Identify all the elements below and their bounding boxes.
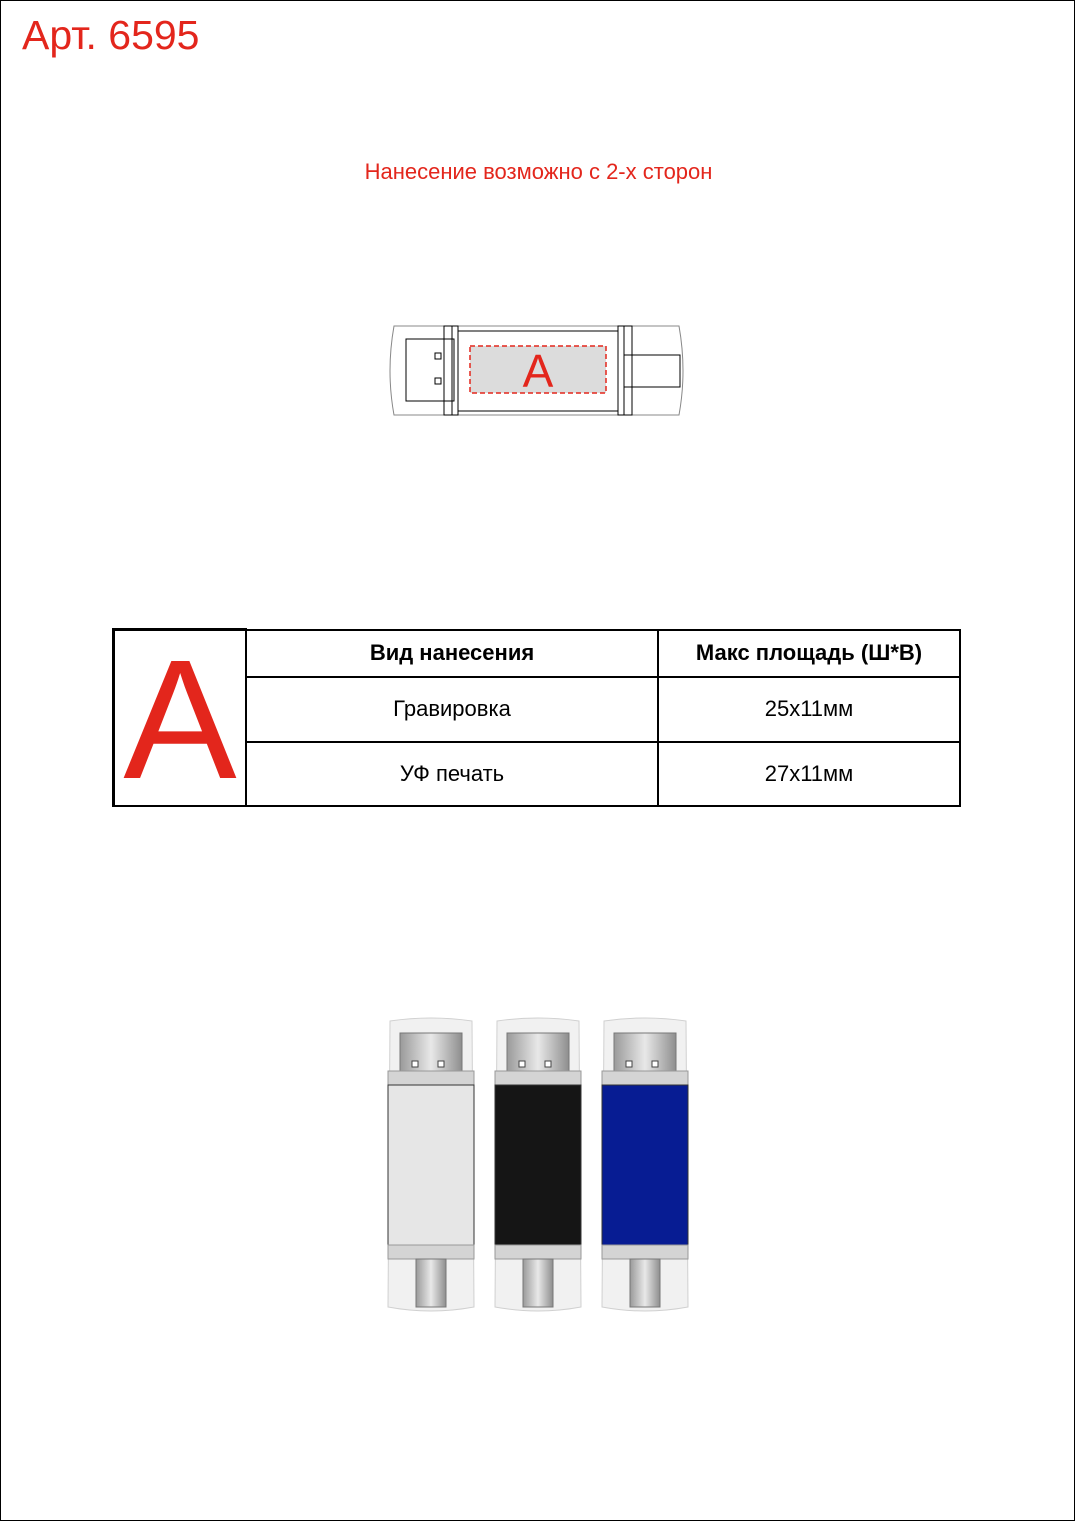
drive-variant [602, 1018, 688, 1311]
header-print-type: Вид нанесения [246, 630, 658, 678]
max-area-cell: 27x11мм [658, 742, 960, 806]
header-max-area: Макс площадь (Ш*В) [658, 630, 960, 678]
color-variants [384, 1015, 694, 1317]
usb-drive-diagram [384, 323, 694, 423]
zone-letter-cell [114, 625, 247, 815]
print-spec-table [112, 625, 961, 815]
drive-variant [495, 1018, 581, 1311]
article-title: Арт. 6595 [22, 12, 200, 58]
print-type-cell: Гравировка [246, 677, 658, 741]
drive-variant [388, 1018, 474, 1311]
zone-letter: A [123, 625, 237, 815]
micro-usb-connector [632, 355, 680, 387]
usb-connector [406, 339, 454, 401]
print-type-cell: УФ печать [246, 742, 658, 806]
drive-color-body [388, 1085, 474, 1245]
print-sides-notice: Нанесение возможно с 2-х сторон [364, 159, 713, 184]
drive-color-body [602, 1085, 688, 1245]
print-zone-label: A [522, 345, 554, 397]
max-area-cell: 25x11мм [658, 677, 960, 741]
drive-color-body [495, 1085, 581, 1245]
